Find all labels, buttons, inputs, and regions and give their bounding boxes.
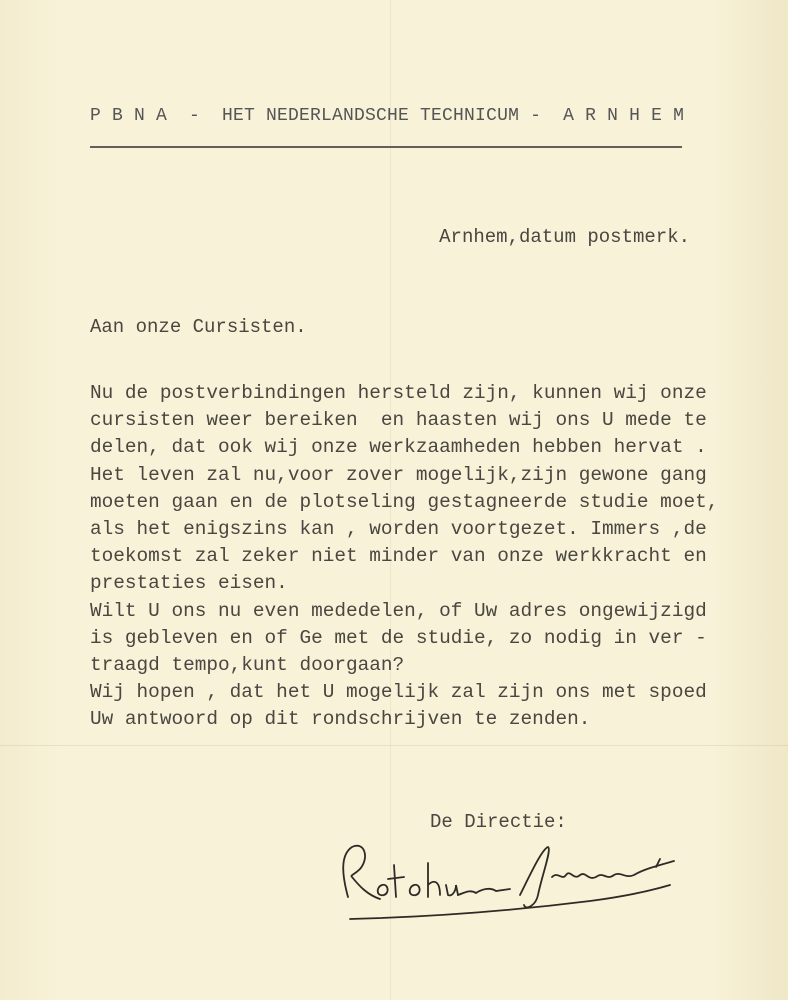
body-line: Wij hopen , dat het U mogelijk zal zijn ons met spoed — [90, 681, 707, 704]
body-line: Nu de postverbindingen hersteld zijn, kunnen wij onze — [90, 382, 707, 404]
body-line: delen, dat ook wij onze werkzaamheden hebben hervat . — [90, 436, 707, 459]
letterhead: P B N A - HET NEDERLANDSCHE TECHNICUM - A R N H E M — [90, 106, 685, 126]
body-line: toekomst zal zeker niet minder van onze werkkracht en — [90, 545, 707, 568]
handwritten-signature — [330, 835, 690, 930]
letter-body — [90, 380, 718, 734]
body-line: moeten gaan en de plotseling gestagneerde studie moet, — [90, 490, 719, 513]
body-line: Uw antwoord op dit rondschrijven te zenden. — [90, 708, 591, 731]
closing: De Directie: — [430, 811, 567, 833]
body-line: Wilt U ons nu even mededelen, of Uw adres ongewijzigd — [90, 599, 707, 622]
body-line: is gebleven en of Ge met de studie, zo nodig in ver - — [90, 626, 707, 649]
body-line: cursisten weer bereiken en haasten wij ons U mede te — [90, 409, 707, 432]
salutation: Aan onze Cursisten. — [90, 316, 307, 338]
date-line: Arnhem,datum postmerk. — [439, 226, 690, 248]
body-line: als het enigszins kan , worden voortgezet. Immers ,de — [90, 518, 707, 541]
body-line: prestaties eisen. — [90, 572, 288, 595]
letterhead-rule — [90, 146, 682, 148]
body-line: Het leven zal nu,voor zover mogelijk,zijn gewone gang — [90, 463, 707, 486]
paper-fold — [0, 745, 788, 746]
body-line: traagd tempo,kunt doorgaan? — [90, 654, 405, 677]
